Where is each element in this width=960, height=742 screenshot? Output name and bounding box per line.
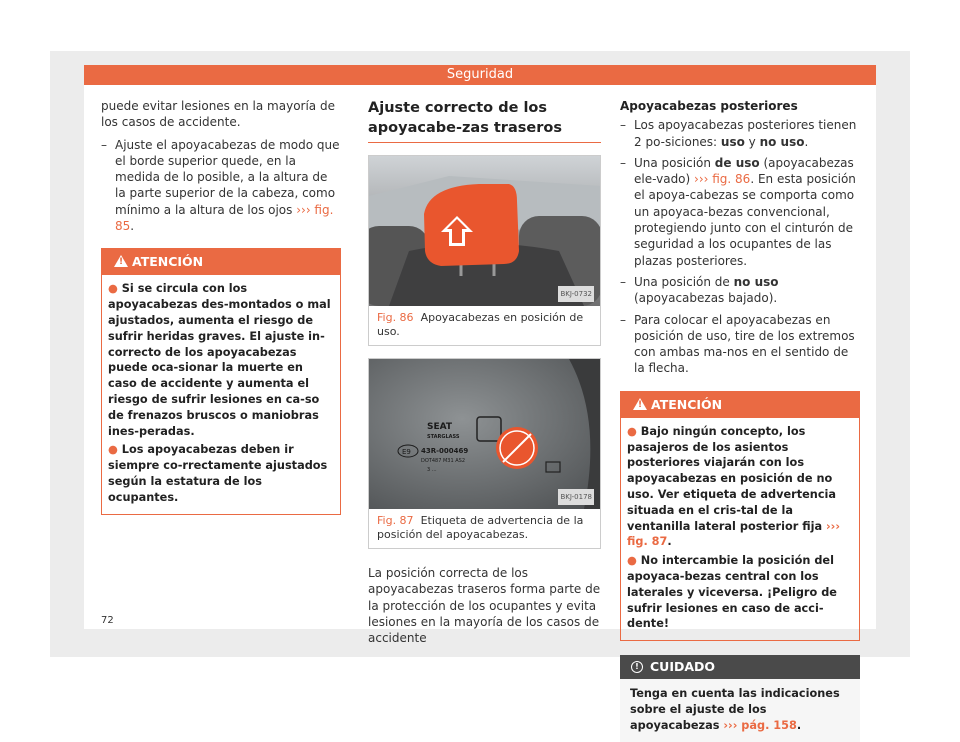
- list-item: – Una posición de no uso (apoyacabezas bajado).: [620, 274, 860, 307]
- page-reference-link[interactable]: ››› pág. 158: [723, 718, 797, 732]
- warning-box: [101, 248, 341, 514]
- warning-bullet: ● No intercambie la posición del apoyaca-bezas central con los laterales y viceversa. ¡Peligro de sufrir lesiones en caso de acci-dente!: [627, 554, 837, 631]
- column-left: [101, 98, 341, 515]
- figure-86: [368, 155, 601, 346]
- list-item: – Ajuste el apoyacabezas de modo que el borde superior quede, en la medida de lo posible, a la altura de la parte superior de la cabeza, como mínimo a la altura de los ojos ››› fig. 85.: [101, 137, 341, 235]
- sticker-brand: SEAT: [427, 422, 453, 432]
- bullet-icon: ●: [108, 282, 118, 296]
- sticker-line4: 3 ...: [427, 467, 437, 473]
- info-circle-icon: !: [631, 661, 643, 673]
- image-code: BKJ-0178: [558, 489, 594, 505]
- list-item: – Los apoyacabezas posteriores tienen 2 po-siciones: uso y no uso.: [620, 117, 860, 150]
- figure-87: [368, 358, 601, 549]
- warning-bullet: ● Los apoyacabezas deben ir siempre co-rrectamente ajustados según la estatura de los ocupantes.: [108, 443, 328, 504]
- section-title: Ajuste correcto de los apoyacabe-zas traseros: [368, 98, 601, 143]
- sticker-line3: DOT487 M31 AS2: [421, 458, 466, 464]
- sticker-line2: 43R-000469: [421, 447, 469, 455]
- sticker-illustration: [369, 359, 600, 509]
- warning-body: [102, 275, 340, 513]
- sticker-e-mark: E9: [402, 448, 411, 456]
- bullet-icon: ●: [627, 554, 637, 568]
- sticker-line1: STARGLASS: [427, 434, 460, 440]
- manual-page: [84, 65, 876, 732]
- column-right: [620, 98, 860, 742]
- figure-label: Fig. 87: [377, 514, 414, 527]
- warning-title: ! ATENCIÓN: [621, 392, 859, 418]
- figure-caption: Fig. 86 Apoyacabezas en posición de uso.: [377, 311, 584, 338]
- warning-title: ! ATENCIÓN: [102, 249, 340, 275]
- section-header: Seguridad: [84, 65, 876, 85]
- list-item: – Para colocar el apoyacabezas en posición de uso, tire de los extremos con ambas ma-nos en el sentido de la flecha.: [620, 312, 860, 377]
- bullet-icon: ●: [108, 443, 118, 457]
- page-number: 72: [101, 615, 114, 626]
- warning-triangle-icon: [633, 398, 647, 410]
- fig-reference-link[interactable]: ››› fig. 85: [115, 202, 334, 234]
- fig-reference-link[interactable]: ››› fig. 87: [627, 519, 840, 549]
- figure-caption: Fig. 87 Etiqueta de advertencia de la posición del apoyacabezas.: [377, 514, 584, 541]
- warning-bullet: ● Bajo ningún concepto, los pasajeros de los asientos posteriores viajarán con los apoyacabezas en posición de no uso. Ver etiqueta de advertencia situada en el cris-tal de la ventanilla lateral posterior fija ››› fig. 87.: [627, 424, 840, 549]
- subsection-title: Apoyacabezas posteriores: [620, 99, 798, 113]
- column-middle: [368, 98, 601, 646]
- caution-body: Tenga en cuenta las indicaciones sobre el ajuste de los apoyacabezas ››› pág. 158.: [630, 687, 840, 732]
- warning-triangle-icon: [114, 255, 128, 267]
- warning-box: [620, 391, 860, 641]
- caution-title: ! CUIDADO: [620, 655, 860, 679]
- caution-box: [620, 655, 860, 741]
- fig-reference-link[interactable]: ››› fig. 86: [694, 172, 751, 187]
- headrest-illustration: [369, 156, 600, 306]
- body-paragraph: La posición correcta de los apoyacabezas traseros forma parte de la protección de los ocupantes y evita lesiones en la mayoría de los casos de accidente: [368, 566, 601, 646]
- intro-text: puede evitar lesiones en la mayoría de los casos de accidente.: [101, 99, 335, 130]
- list-item: – Una posición de uso (apoyacabezas ele-vado) ››› fig. 86. En esta posición el apoya-cabezas se comporta como un apoyaca-bezas convencional, protegiendo junto con el cinturón de seguridad a los ocupantes de las plazas posteriores.: [620, 155, 860, 269]
- headrest-photo: [369, 156, 600, 306]
- warning-sticker-photo: [369, 359, 600, 509]
- bullet-icon: ●: [627, 424, 637, 438]
- warning-bullet: ● Si se circula con los apoyacabezas des-montados o mal ajustados, aumenta el riesgo de sufrir heridas graves. El ajuste in-correcto de los apoyacabezas puede oca-sionar la muerte en caso de accidente y aumenta el riesgo de sufrir lesiones en ca-so de frenazos bruscos o maniobras ines-peradas.: [108, 282, 331, 438]
- image-code: BKJ-0732: [558, 286, 594, 302]
- figure-label: Fig. 86: [377, 311, 414, 324]
- warning-body: [621, 418, 859, 640]
